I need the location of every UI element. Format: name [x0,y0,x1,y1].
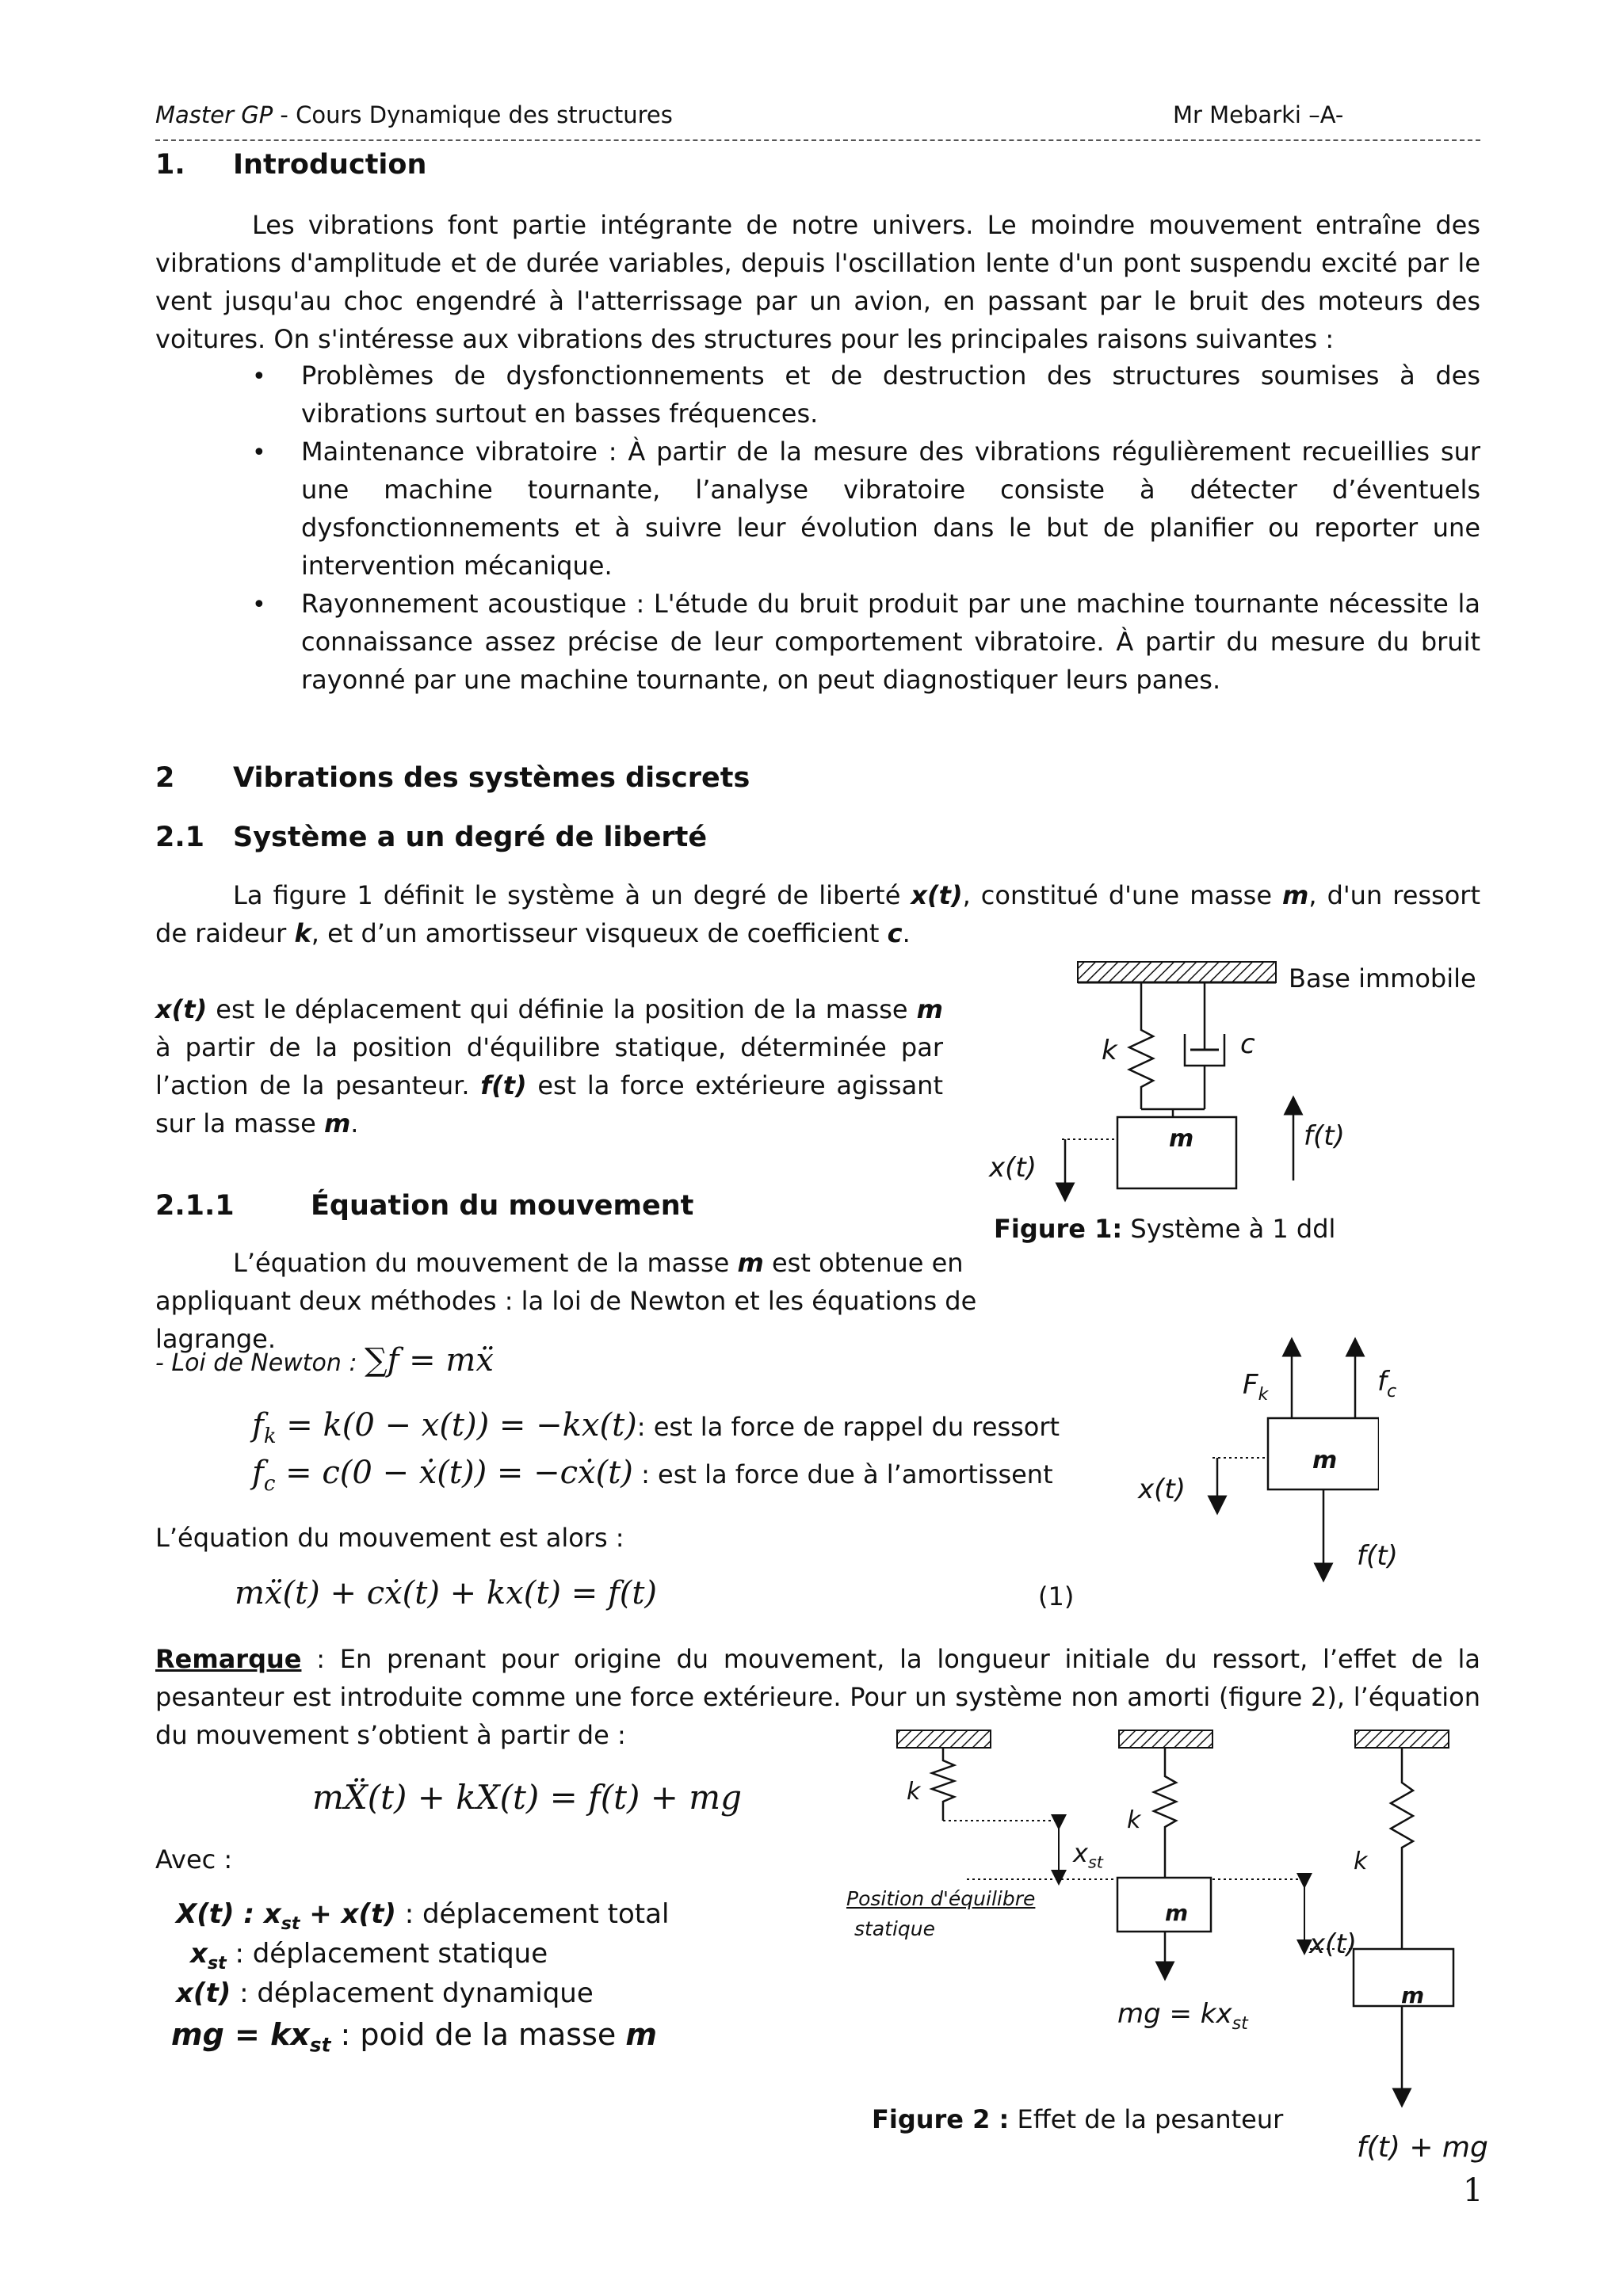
fig1-ft-label: f(t) [1304,1120,1345,1152]
spring [1129,982,1153,1109]
bullet-item: Problèmes de dysfonctionnements et de destruction des structures soumises à des vibrations surtout en basses fréquences. [301,360,1480,429]
damping-force-eq: $f_c = c(0$ − ẋ(t)) = −cẋ(t) : est la force due à l’amortissent [252,1455,1053,1496]
section-2-title: Vibrations des systèmes discrets [233,762,750,794]
section-1-number: 1. [155,149,185,181]
header-divider [155,139,1480,141]
section-21-title: Système a un degré de liberté [233,822,708,853]
fig2-xt-label: x(t) [1309,1928,1357,1960]
fbd-fc-label: $f_c$ [1377,1366,1397,1402]
support-1 [897,1730,991,1748]
section-211-title: Équation du mouvement [311,1190,694,1222]
eom-intro: L’équation du mouvement est alors : [155,1523,624,1553]
support-2 [1119,1730,1212,1748]
def-total-displacement: X(t) : $x_{st} + x(t)$ : déplacement total [176,1898,670,1934]
fig2-m2-label: m [1401,1982,1425,2008]
fig2-k3-label: k [1354,1848,1368,1875]
fig2-equilibrium-label-2: statique [854,1917,935,1940]
fbd-xt-label: x(t) [1138,1474,1186,1505]
intro-paragraph: Les vibrations font partie intégrante de notre univers. Le moindre mouvement entraîne des vibrations d'amplitude et de durée variables, depuis l'oscillation lente d'un pont suspendu excité par le vent jusqu'au choc engendré à l'atterrissage par un avion, en passant par le bruit des moteurs des voitures. On s'intéresse aux vibrations des structures pour les principales raisons suivantes : [155,210,1480,354]
fig2-equilibrium-label: Position d'équilibre [846,1887,1036,1910]
def-dynamic-displacement: x(t) : déplacement dynamique [176,1978,594,2009]
fbd-fk-label: $F_k$ [1243,1369,1269,1405]
bullet-icon: • [252,363,266,391]
base-label: Base immobile [1289,963,1476,994]
fig2-k2-label: k [1127,1806,1141,1834]
fig2-ft-mg-label: f(t) + mg [1357,2131,1488,2164]
newton-law: - Loi de Newton : ∑f = mẍ [155,1342,494,1379]
spring-1 [932,1748,954,1821]
figure-1-diagram [983,951,1490,1252]
fig1-k-label: k [1102,1035,1117,1066]
remark-paragraph: Remarque : En prenant pour origine du mouvement, la longueur initiale du ressort, l’effet de la pesanteur est introduite comme une force extérieure. Pour un système non amorti (figure 2), l’équation du mouvement s’obtient à partir de : [155,1644,1480,1750]
spring-3 [1391,1748,1413,1949]
equation-1: mẍ(t) + cẋ(t) + kx(t) = f(t) [235,1575,658,1611]
figure-2-diagram [832,1719,1498,2163]
fbd-m-label: m [1312,1447,1338,1474]
fbd-ft-label: f(t) [1357,1540,1398,1572]
page-number: 1 [1463,2172,1484,2209]
bullet-item: Maintenance vibratoire : À partir de la mesure des vibrations régulièrement recueillies sur une machine tournante, l’analyse vibratoire consiste à détecter d’éventuels dysfonctionnements et à suivre leur évolution dans le but de planifier ou reporter une intervention mécanique. [301,437,1480,581]
eom-paragraph: L’équation du mouvement de la masse m est obtenue en appliquant deux méthodes : la loi de Newton et les équations de lagrange. [155,1248,977,1354]
def-weight: mg = $kx_{st}$ : poid de la masse m [171,2017,657,2057]
fig1-xt-label: x(t) [989,1152,1037,1184]
fig1-m-label: m [1169,1125,1194,1153]
equation-1-number: (1) [1038,1581,1075,1611]
xt-definition: x(t) est le déplacement qui définie la position de la masse m à partir de la position d'équilibre statique, déterminée par l’action de la pesanteur. f(t) est la force extérieure agissant sur la masse m. [155,994,944,1138]
fig2-k1-label: k [907,1778,921,1806]
support-3 [1355,1730,1449,1748]
header-right: Mr Mebarki –A- [1173,101,1344,128]
section-1-title: Introduction [233,149,427,181]
fig2-xst-label: $x_{st}$ [1073,1838,1103,1872]
sdof-paragraph: La figure 1 définit le système à un degré de liberté x(t), constitué d'une masse m, d'un ressort de raideur k, et d’un amortisseur visqueux de coefficient c. [155,880,1481,948]
def-static-displacement: $x_{st}$ : déplacement statique [190,1938,548,1974]
section-21-number: 2.1 [155,822,205,853]
bullet-item: Rayonnement acoustique : L'étude du bruit produit par une machine tournante nécessite la connaissance assez précise de leur comportement vibratoire. À partir du mesure du bruit rayonné par une machine tournante, on peut diagnostiquer leurs panes. [301,589,1480,695]
avec-label: Avec : [155,1844,233,1875]
mass-2 [1117,1878,1211,1932]
figure-1-caption: Figure 1: Système à 1 ddl [994,1214,1336,1244]
bullet-icon: • [252,439,266,467]
header-left: Master GP - Cours Dynamique des structures [155,101,673,128]
fixed-base [1078,962,1276,982]
fig2-mg-label: mg = $kx_{st}$ [1117,1998,1248,2034]
figure-2-caption: Figure 2 : Effet de la pesanteur [872,2104,1284,2134]
gravity-equation: mẌ(t) + kX(t) = f(t) + mg [312,1778,742,1817]
fig2-m1-label: m [1165,1900,1189,1926]
bullet-icon: • [252,591,266,619]
spring-force-eq: $f_k = k(0 - x(t)) = -kx(t)$: est la force de rappel du ressort [252,1407,1060,1448]
section-2-number: 2 [155,762,175,794]
fig1-c-label: c [1240,1028,1255,1060]
section-211-number: 2.1.1 [155,1190,235,1222]
spring-2 [1154,1748,1176,1878]
